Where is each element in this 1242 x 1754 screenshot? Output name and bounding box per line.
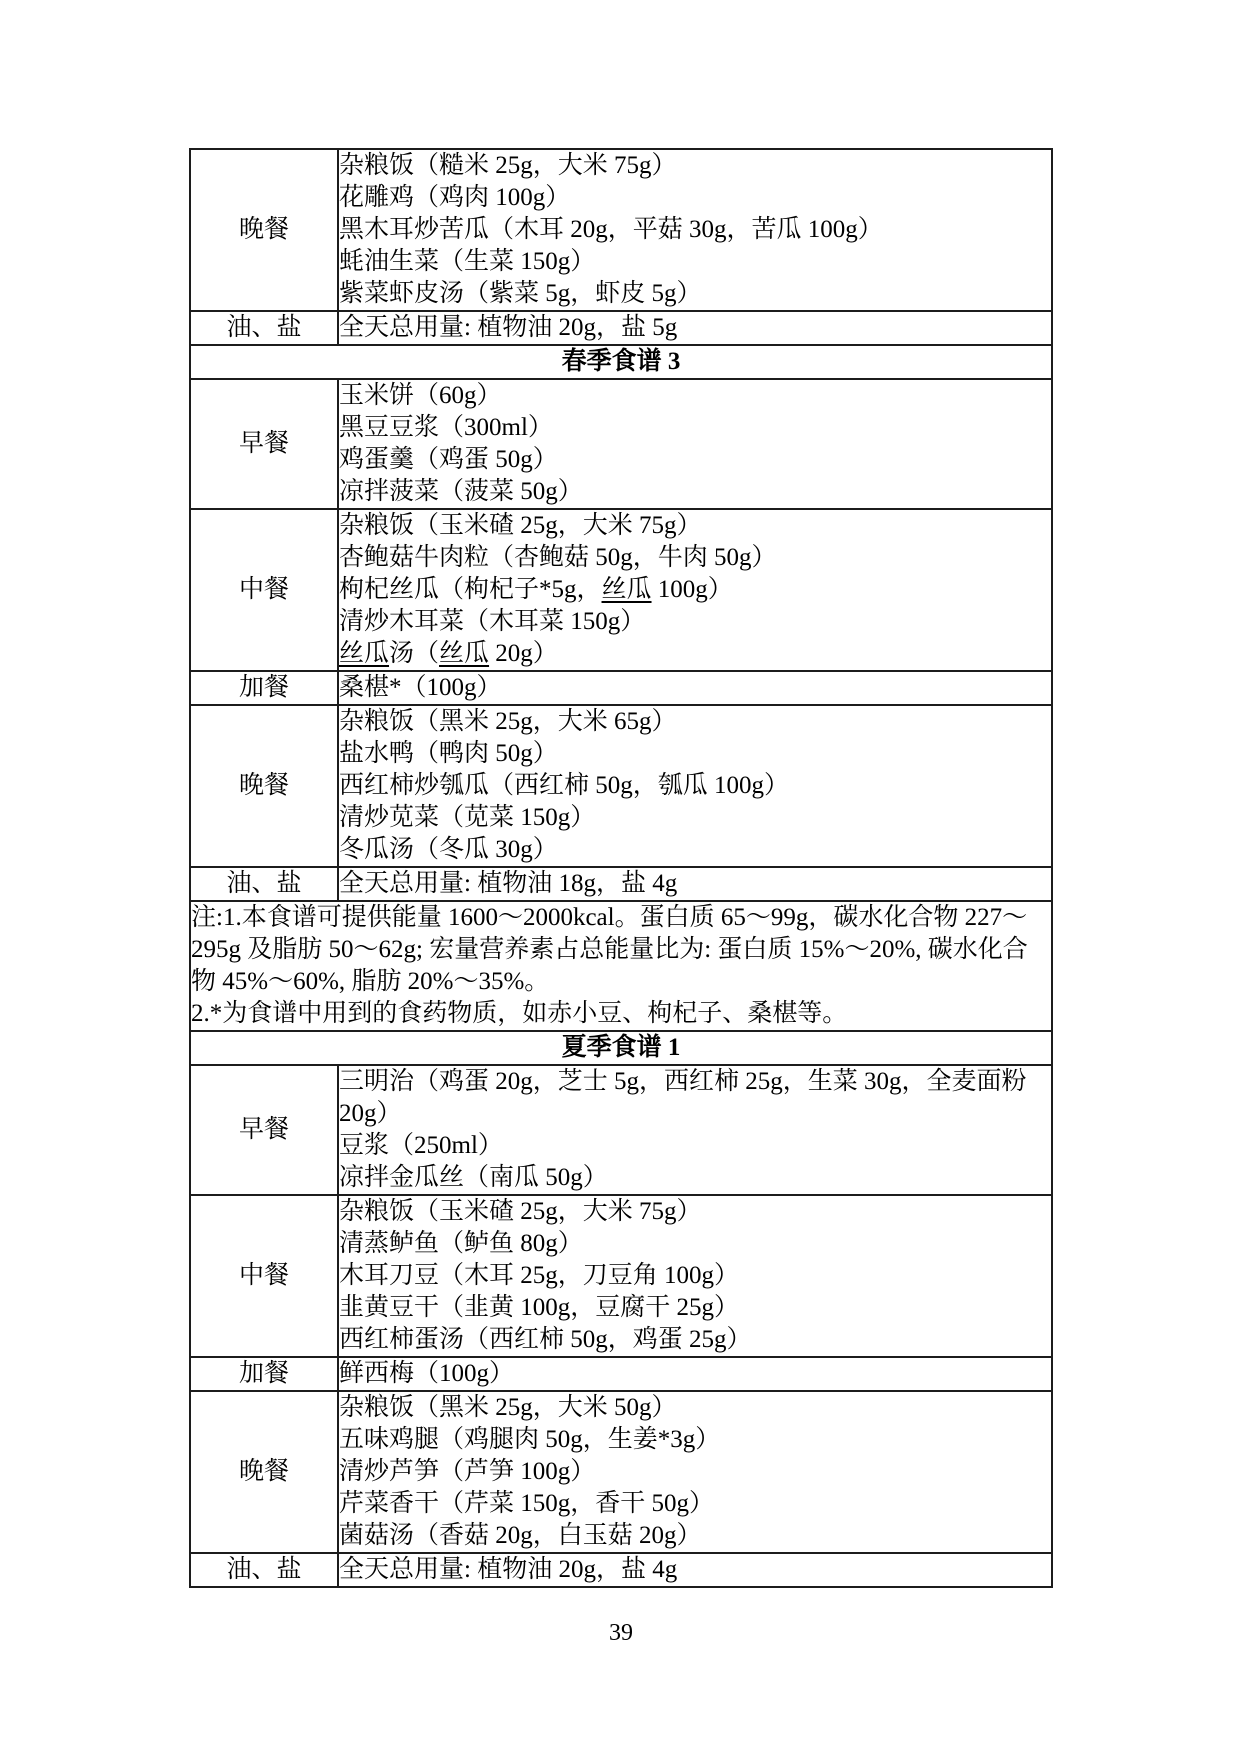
text-segment: 枸杞丝瓜（枸杞子*5g， [339, 576, 602, 603]
table-row [190, 1553, 1052, 1587]
table-row [190, 379, 1052, 509]
meal-item-line: 鲜西梅（100g） [339, 1360, 515, 1387]
meal-label-cell: 晚餐 [190, 149, 338, 311]
meal-label-cell: 中餐 [190, 1195, 338, 1357]
meal-item-line: 清蒸鲈鱼（鲈鱼 80g） [339, 1230, 583, 1257]
underlined-text: 丝瓜 [439, 640, 490, 667]
meal-item-line: 凉拌金瓜丝（南瓜 50g） [339, 1164, 608, 1191]
meal-item-line: 杂粮饭（玉米碴 25g，大米 75g） [339, 512, 702, 539]
meal-item-line: 蚝油生菜（生菜 150g） [339, 248, 596, 275]
meal-item-line: 芹菜香干（芹菜 150g，香干 50g） [339, 1490, 715, 1517]
table-row [190, 345, 1052, 379]
meal-item-line: 豆浆（250ml） [339, 1132, 503, 1159]
page-number: 39 [609, 1620, 633, 1646]
table-row [190, 671, 1052, 705]
meal-item-line [339, 638, 1051, 670]
meal-label-cell: 油、盐 [190, 867, 338, 901]
meal-item-line: 菌菇汤（香菇 20g，白玉菇 20g） [339, 1522, 702, 1549]
meal-item-line: 杂粮饭（糙米 25g，大米 75g） [339, 152, 677, 179]
meal-label-cell: 中餐 [190, 509, 338, 671]
underlined-text: 丝瓜 [601, 576, 652, 603]
meal-item-line: 全天总用量: 植物油 20g，盐 4g [339, 1556, 678, 1583]
meal-item-line: 杂粮饭（黑米 25g，大米 50g） [339, 1394, 677, 1421]
meal-item-line: 木耳刀豆（木耳 25g，刀豆角 100g） [339, 1262, 740, 1289]
meal-label-cell: 早餐 [190, 379, 338, 509]
meal-label-cell: 晚餐 [190, 1391, 338, 1553]
meal-content-cell [338, 379, 1052, 509]
meal-label-cell: 加餐 [190, 1357, 338, 1391]
table-row [190, 705, 1052, 867]
meal-plan-table [189, 148, 1053, 1588]
meal-item-line: 韭黄豆干（韭黄 100g，豆腐干 25g） [339, 1294, 740, 1321]
meal-label-cell: 早餐 [190, 1065, 338, 1195]
meal-content-cell [338, 1195, 1052, 1357]
note-line: 295g 及脂肪 50～62g; 宏量营养素占总能量比为: 蛋白质 15%～20%, 碳水化合 [191, 936, 1028, 963]
meal-item-line: 鸡蛋羹（鸡蛋 50g） [339, 446, 558, 473]
meal-item-line: 西红柿炒瓠瓜（西红柿 50g，瓠瓜 100g） [339, 772, 790, 799]
table-row [190, 509, 1052, 671]
meal-content-cell [338, 1357, 1052, 1391]
meal-content-cell [338, 149, 1052, 311]
meal-content-cell [338, 867, 1052, 901]
meal-item-line: 盐水鸭（鸭肉 50g） [339, 740, 558, 767]
meal-label-cell: 晚餐 [190, 705, 338, 867]
meal-content-cell [338, 1391, 1052, 1553]
meal-item-line: 杂粮饭（玉米碴 25g，大米 75g） [339, 1198, 702, 1225]
note-line: 2.*为食谱中用到的食药物质，如赤小豆、枸杞子、桑椹等。 [191, 1000, 848, 1027]
meal-item-line: 紫菜虾皮汤（紫菜 5g，虾皮 5g） [339, 280, 702, 307]
meal-item-line: 全天总用量: 植物油 18g，盐 4g [339, 870, 678, 897]
meal-content-cell [338, 509, 1052, 671]
meal-item-line: 杂粮饭（黑米 25g，大米 65g） [339, 708, 677, 735]
note-cell [190, 901, 1052, 1031]
meal-item-line: 三明治（鸡蛋 20g，芝士 5g，西红柿 25g，生菜 30g，全麦面粉 [339, 1068, 1027, 1095]
text-segment: 100g） [651, 576, 733, 603]
meal-label-cell: 加餐 [190, 671, 338, 705]
table-row [190, 1065, 1052, 1195]
meal-table-body [190, 149, 1052, 1587]
meal-item-line: 玉米饼（60g） [339, 382, 502, 409]
table-row [190, 1357, 1052, 1391]
text-segment: 汤（ [389, 640, 440, 667]
table-row [190, 1031, 1052, 1065]
meal-item-line: 冬瓜汤（冬瓜 30g） [339, 836, 558, 863]
meal-content-cell [338, 705, 1052, 867]
meal-label-cell: 油、盐 [190, 1553, 338, 1587]
meal-item-line: 凉拌菠菜（菠菜 50g） [339, 478, 583, 505]
meal-item-line: 桑椹*（100g） [339, 674, 502, 701]
table-row [190, 1391, 1052, 1553]
season-header: 夏季食谱 1 [190, 1031, 1052, 1065]
meal-item-line: 清炒芦笋（芦笋 100g） [339, 1458, 596, 1485]
table-row [190, 1195, 1052, 1357]
meal-content-cell [338, 1065, 1052, 1195]
note-line: 物 45%～60%, 脂肪 20%～35%。 [191, 968, 550, 995]
table-row [190, 311, 1052, 345]
meal-item-line: 杏鲍菇牛肉粒（杏鲍菇 50g，牛肉 50g） [339, 544, 777, 571]
meal-item-line [339, 574, 1051, 606]
meal-item-line: 清炒木耳菜（木耳菜 150g） [339, 608, 646, 635]
meal-item-line: 花雕鸡（鸡肉 100g） [339, 184, 571, 211]
note-line: 注:1.本食谱可提供能量 1600～2000kcal。蛋白质 65～99g，碳水化合物 227～ [191, 904, 1028, 931]
table-row [190, 867, 1052, 901]
meal-content-cell [338, 311, 1052, 345]
meal-item-line: 20g） [339, 1100, 402, 1127]
meal-content-cell [338, 1553, 1052, 1587]
table-row [190, 149, 1052, 311]
meal-item-line: 西红柿蛋汤（西红柿 50g，鸡蛋 25g） [339, 1326, 752, 1353]
season-header: 春季食谱 3 [190, 345, 1052, 379]
meal-item-line: 全天总用量: 植物油 20g，盐 5g [339, 314, 678, 341]
meal-content-cell [338, 671, 1052, 705]
meal-label-cell: 油、盐 [190, 311, 338, 345]
meal-item-line: 清炒苋菜（苋菜 150g） [339, 804, 596, 831]
meal-item-line: 黑木耳炒苦瓜（木耳 20g，平菇 30g，苦瓜 100g） [339, 216, 883, 243]
text-segment: 20g） [489, 640, 558, 667]
underlined-text: 丝瓜 [339, 640, 390, 667]
meal-item-line: 五味鸡腿（鸡腿肉 50g，生姜*3g） [339, 1426, 721, 1453]
table-row [190, 901, 1052, 1031]
meal-item-line: 黑豆豆浆（300ml） [339, 414, 553, 441]
